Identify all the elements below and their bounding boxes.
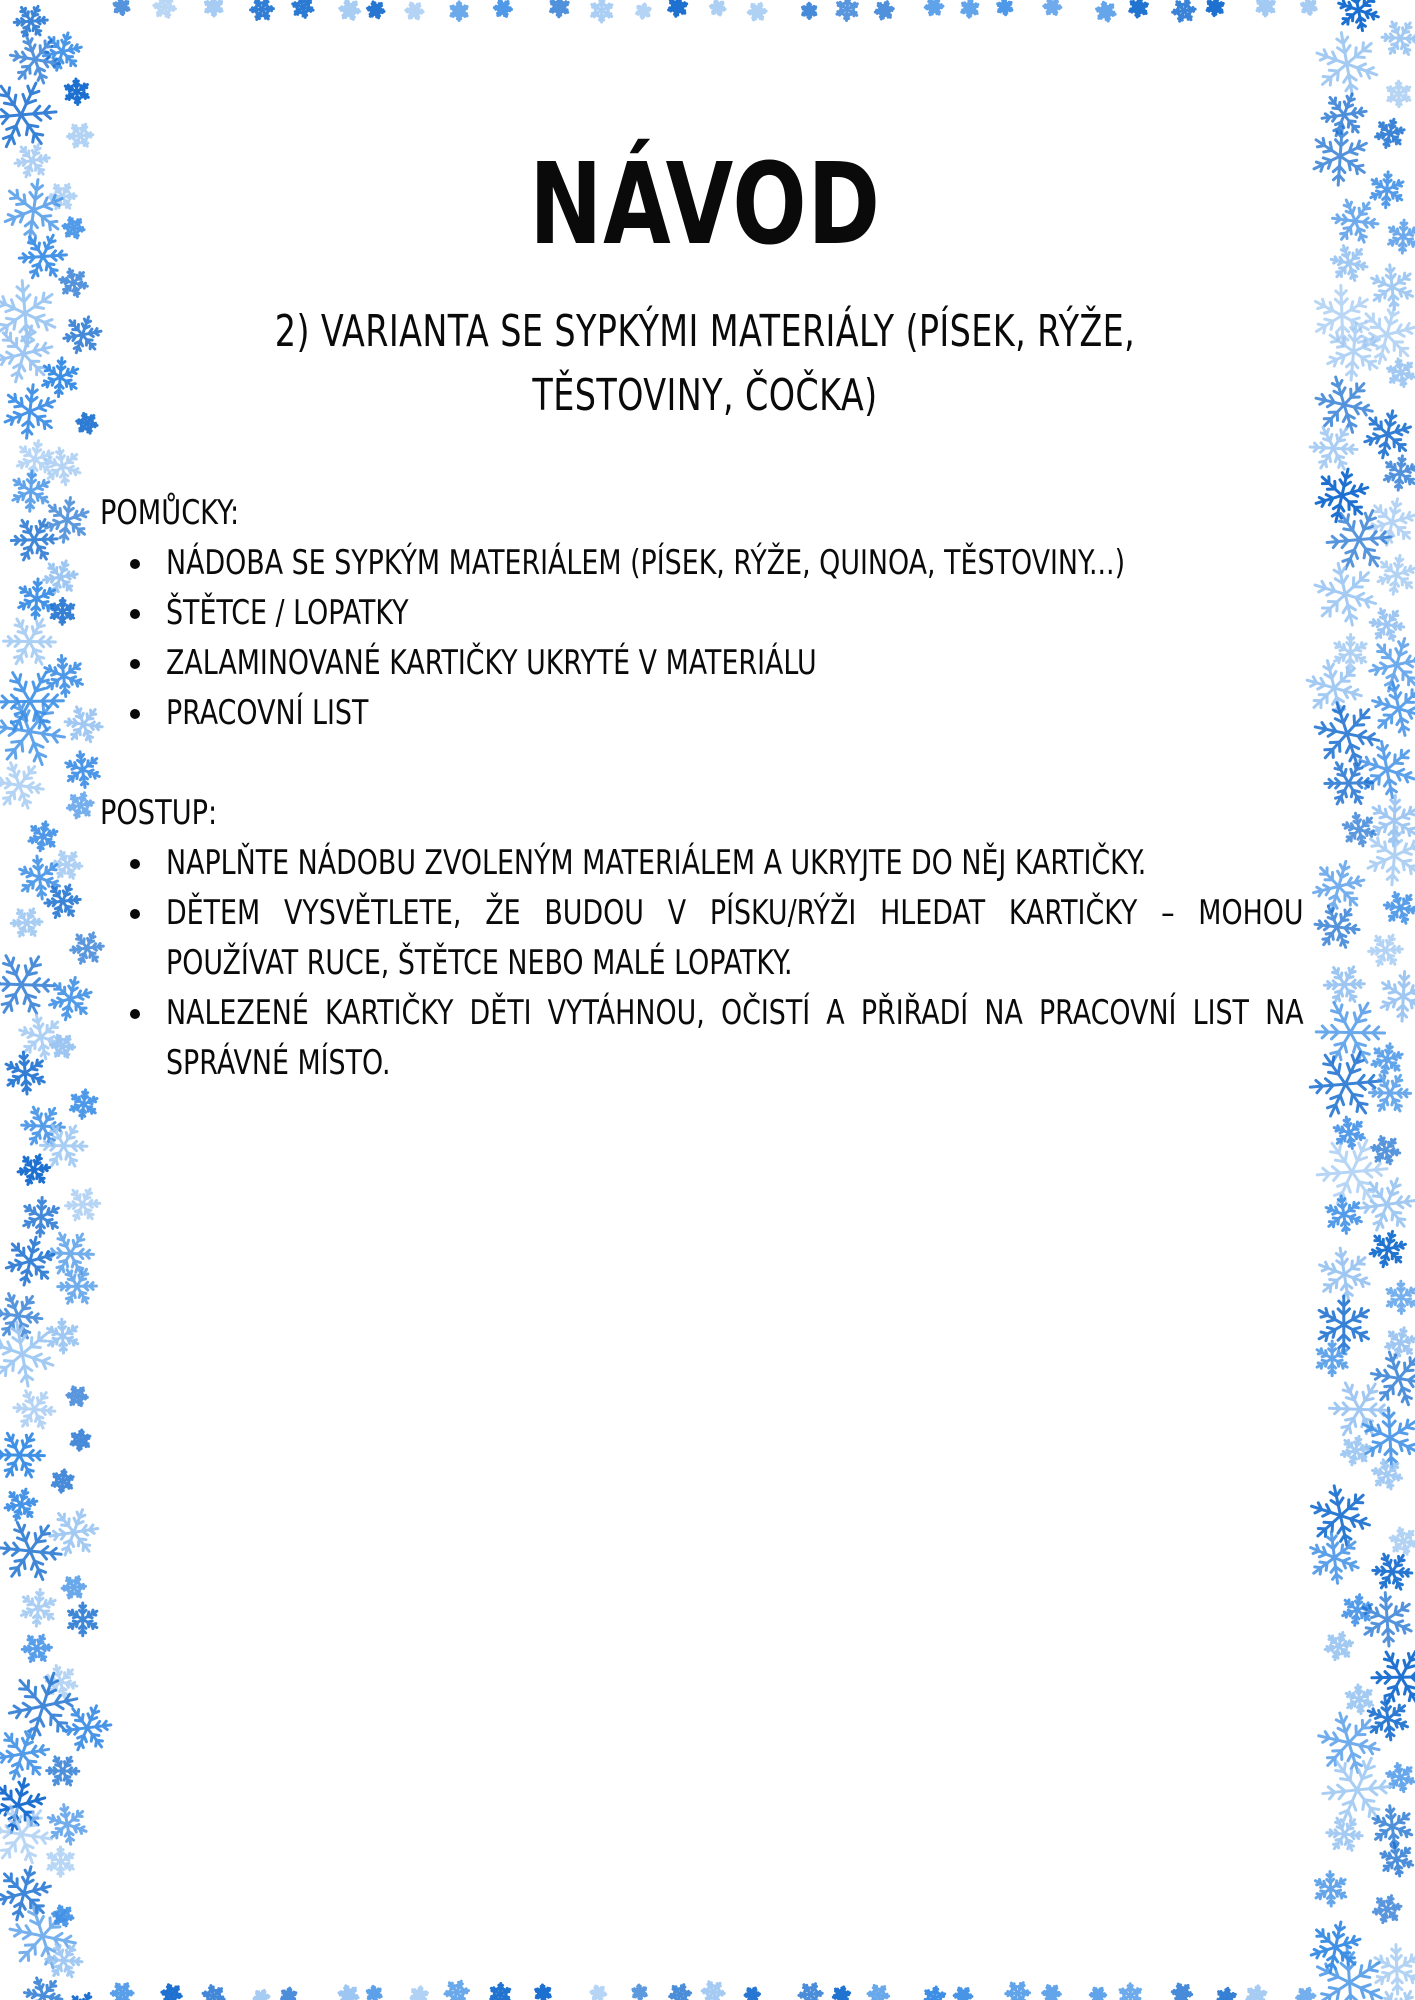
snowflake-icon [1362,1065,1415,1121]
snowflake-icon [1316,1296,1371,1353]
snowflake-icon [1378,885,1415,930]
snowflake-icon [1363,1798,1415,1856]
list-item: NAPLŇTE NÁDOBU ZVOLENÝM MATERIÁLEM A UKRYJTE DO NĚJ KARTIČKY. [100,838,1310,888]
snowflake-icon [46,1847,74,1876]
snowflake-icon [1381,77,1415,111]
snowflake-icon [1368,171,1405,209]
procedure-label: POSTUP: [100,793,218,833]
snowflake-icon [1322,1629,1356,1664]
snowflake-icon [1352,1169,1415,1240]
snowflake-icon [1324,238,1375,289]
snowflake-icon [1370,1891,1405,1926]
snowflake-icon [39,1797,95,1853]
snowflake-icon [68,1088,99,1120]
page-title: NÁVOD [529,140,881,270]
snowflake-icon [64,119,97,153]
bullet-icon [130,1009,140,1019]
snowflake-icon [69,1429,91,1452]
snowflake-icon [1376,13,1415,63]
snowflake-icon [1,382,59,442]
snowflake-icon [40,878,86,924]
snowflake-icon [6,1381,62,1438]
snowflake-icon [59,311,106,359]
snowflake-icon [1310,125,1370,187]
snowflake-icon [72,409,101,438]
snowflake-icon [1378,970,1415,1022]
snowflake-icon [0,752,53,819]
snowflake-icon [1374,552,1415,597]
snowflake-icon [1364,494,1415,551]
snowflake-icon [45,973,96,1025]
snowflake-icon [59,74,94,109]
snowflake-icon [1,1231,59,1290]
snowflake-icon [1360,406,1415,463]
bullet-icon [130,609,140,619]
snowflake-icon [0,1283,51,1349]
snowflake-icon [1379,1276,1415,1319]
snowflake-icon [4,509,64,570]
snowflake-icon [41,1749,84,1793]
snowflake-icon [0,268,70,358]
snowflake-icon [10,138,54,182]
snowflake-icon [64,789,96,822]
snowflake-icon [18,1629,56,1668]
snowflake-icon [1,1484,41,1525]
snowflake-icon [26,819,60,853]
snowflake-icon [1307,854,1370,918]
bullet-icon [130,909,140,919]
snowflake-icon [19,1588,58,1628]
list-item: ZALAMINOVANÉ KARTIČKY UKRYTÉ V MATERIÁLU [100,638,1310,688]
snowflake-icon [67,1603,99,1636]
snowflake-icon [0,69,67,161]
snowflake-icon [1369,1041,1405,1078]
snowflake-icon [1303,20,1391,108]
snowflake-icon [63,1382,91,1410]
tools-label: POMŮCKY: [100,493,240,533]
list-item: ŠTĚTCE / LOPATKY [100,588,1310,638]
procedure-list [100,838,1310,1088]
tools-section [100,488,1310,738]
instruction-page [100,0,1310,2000]
snowflake-icon [1338,1433,1373,1468]
snowflake-icon [1324,190,1387,253]
snowflake-icon [21,1196,61,1237]
snowflake-icon [50,598,76,624]
page-subtitle: 2) VARIANTA SE SYPKÝMI MATERIÁLY (PÍSEK, RÝŽE, TĚSTOVINY, ČOČKA) [274,306,1136,421]
snowflake-icon [1324,321,1384,383]
list-item: PRACOVNÍ LIST [100,688,1310,738]
snowflake-icon [40,1313,86,1359]
snowflake-icon [0,1890,89,1983]
snowflake-icon [1318,958,1371,1012]
snowflake-icon [1366,1227,1410,1271]
snowflake-icon [1329,0,1387,39]
snowflake-icon [1386,219,1415,254]
snowflake-icon [64,1989,104,2000]
snowflake-icon [1307,1866,1354,1912]
snowflake-icon [54,263,94,303]
snowflake-icon [1313,1745,1402,1835]
snowflake-icon [40,356,81,398]
bullet-icon [130,859,140,869]
snowflake-icon [50,1468,75,1493]
bullet-icon [130,659,140,669]
snowflake-icon [1373,1836,1415,1883]
snowflake-icon [1369,795,1415,847]
list-item: DĚTEM VYSVĚTLETE, ŽE BUDOU V PÍSKU/RÝŽI HLEDAT KARTIČKY – MOHOU POUŽÍVAT RUCE, ŠTĚTCE NEBO MALÉ LOPATKY. [100,888,1310,988]
list-item: NALEZENÉ KARTIČKY DĚTI VYTÁHNOU, OČISTÍ A PŘIŘADÍ NA PRACOVNÍ LIST NA SPRÁVNÉ MÍSTO. [100,988,1310,1088]
snowflake-icon [1333,634,1369,671]
snowflake-icon [1,1663,86,1749]
bullet-icon [130,709,140,719]
snowflake-icon [6,902,46,943]
snowflake-icon [1298,1473,1383,1557]
snowflake-icon [0,1421,53,1489]
snowflake-icon [59,1572,89,1603]
snowflake-icon [10,470,51,512]
snowflake-icon [1382,454,1415,492]
snowflake-icon [1363,928,1407,973]
snowflake-icon [17,1969,70,2000]
snowflake-icon [1372,115,1407,151]
list-item: NÁDOBA SE SYPKÝM MATERIÁLEM (PÍSEK, RÝŽE, QUINOA, TĚSTOVINY...) [100,538,1310,588]
procedure-section [100,788,1310,1088]
bullet-icon [130,559,140,569]
tools-list [100,538,1310,738]
snowflake-icon [1382,1324,1415,1361]
snowflake-icon [59,213,89,243]
snowflake-icon [14,1149,54,1190]
snowflake-icon [60,1182,105,1227]
snowflake-icon [9,0,52,43]
snowflake-icon [46,1030,79,1063]
snowflake-icon [1310,463,1373,527]
